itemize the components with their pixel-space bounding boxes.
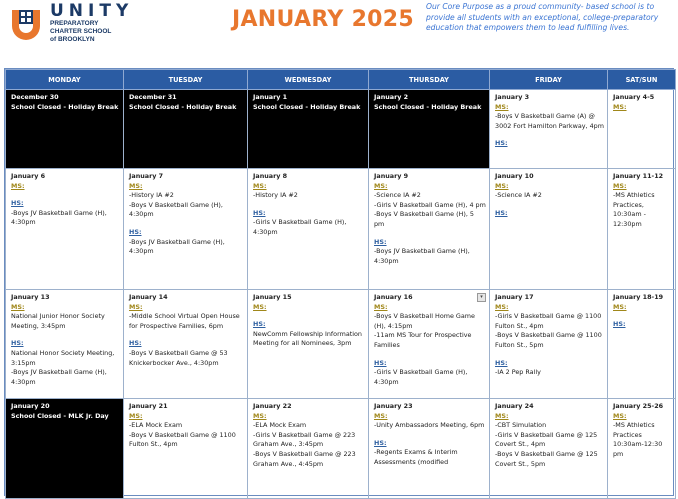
logo-line-2: CHARTER SCHOOL	[50, 28, 112, 35]
hs-label: HS:	[374, 237, 387, 246]
day-date: January 16	[374, 293, 413, 301]
calendar-day-cell	[490, 290, 608, 399]
ms-label: MS:	[129, 181, 143, 190]
day-date: January 24	[495, 402, 534, 410]
ms-label: MS:	[495, 102, 509, 111]
calendar-day-cell	[248, 290, 369, 399]
ms-label: MS:	[253, 411, 267, 420]
calendar-day-cell	[124, 399, 248, 499]
day-date: January 7	[129, 172, 164, 180]
hs-label: HS:	[374, 438, 387, 447]
calendar-day-cell	[608, 399, 676, 499]
hs-event: -Boys JV Basketball Game (H), 4:30pm	[129, 237, 225, 256]
hs-label: HS:	[11, 339, 24, 348]
hs-event: -Boys JV Basketball Game (H), 4:30pm	[11, 208, 107, 227]
day-date: January 3	[495, 93, 530, 101]
hs-event: National Honor Society Meeting, 3:15pm	[11, 348, 115, 367]
calendar-day-cell	[248, 399, 369, 499]
ms-label: MS:	[11, 302, 25, 311]
day-date: January 11-12	[613, 172, 664, 180]
hs-event: -Girls V Basketball Game (H), 4:30pm	[253, 218, 347, 236]
day-header-weekend: SAT/SUN	[608, 70, 676, 90]
hs-label: HS:	[495, 208, 508, 217]
hs-event: -Girls V Basketball Game (H), 4:30pm	[374, 368, 468, 386]
calendar-body	[6, 90, 676, 499]
calendar-day-cell	[369, 290, 490, 399]
ms-event: -Boys V Basketball Game @ 1100 Fulton St., 5pm	[495, 331, 602, 349]
hs-label: HS:	[129, 227, 142, 236]
day-date: January 20	[11, 402, 50, 410]
day-date: January 13	[11, 293, 50, 301]
school-closed-note: School Closed - MLK Jr. Day	[11, 411, 109, 420]
hs-label: HS:	[495, 358, 508, 367]
calendar-day-cell	[124, 169, 248, 290]
ms-label: MS:	[374, 181, 388, 190]
calendar-week-row	[6, 290, 676, 399]
school-logo-text	[50, 2, 133, 44]
ms-label: MS:	[374, 302, 388, 311]
ms-event: -History IA #2	[253, 191, 298, 200]
calendar-day-cell	[608, 90, 676, 169]
calendar-day-cell	[369, 169, 490, 290]
day-date: January 14	[129, 293, 168, 301]
school-closed-note: School Closed - Holiday Break	[374, 102, 482, 111]
dropdown-arrow-icon: ▾	[477, 293, 486, 302]
ms-event: -History IA #2	[129, 191, 174, 200]
ms-event: -Girls V Basketball Game @ 223 Graham Ave., 3:45pm	[253, 430, 356, 449]
page-title: JANUARY 2025	[232, 7, 414, 32]
calendar-week-row	[6, 90, 676, 169]
ms-event: -Boys V Basketball Game (H), 4:30pm	[129, 200, 223, 219]
day-date: January 9	[374, 172, 409, 180]
calendar-day-cell	[490, 90, 608, 169]
header	[0, 0, 678, 66]
ms-event: -Girls V Basketball Game @ 125 Covert St., 4pm	[495, 430, 598, 449]
day-date: January 18-19	[613, 293, 664, 301]
hs-event: -IA 2 Pep Rally	[495, 368, 541, 377]
hs-event: -Boys JV Basketball Game (H), 4:30pm	[374, 247, 470, 265]
ms-label: MS:	[613, 302, 627, 311]
ms-event: -Boys V Basketball Game (H), 5 pm	[374, 210, 474, 228]
school-closed-note: School Closed - Holiday Break	[129, 102, 237, 111]
ms-label: MS:	[129, 302, 143, 311]
ms-event: -ELA Mock Exam	[129, 421, 183, 430]
day-date: January 17	[495, 293, 534, 301]
ms-event: National Junior Honor Society Meeting, 3:45pm	[11, 312, 105, 330]
ms-event: -MS Athletics Practices 10:30am-12:30 pm	[613, 421, 663, 458]
unity-logo-icon	[8, 6, 44, 44]
calendar-day-cell	[124, 290, 248, 399]
calendar-day-cell	[6, 90, 124, 169]
ms-event: -ELA Mock Exam	[253, 421, 307, 430]
ms-label: MS:	[495, 302, 509, 311]
day-date: December 31	[129, 93, 177, 101]
ms-event: -Girls V Basketball Game @ 1100 Fulton St., 4pm	[495, 312, 602, 330]
day-header-thursday: THURSDAY	[369, 70, 490, 90]
ms-event: -Boys V Basketball Game (A) @ 3002 Fort Hamilton Parkway, 4pm	[495, 112, 604, 130]
day-date: January 15	[253, 293, 292, 301]
hs-label: HS:	[613, 320, 626, 329]
day-date: January 22	[253, 402, 292, 410]
ms-label: MS:	[253, 181, 267, 190]
hs-event: -Boys V Basketball Game @ 53 Knickerbocker Ave., 4:30pm	[129, 348, 228, 367]
ms-event: -Science IA #2	[495, 191, 542, 200]
day-header-friday: FRIDAY	[490, 70, 608, 90]
calendar-day-cell	[6, 290, 124, 399]
day-date: January 21	[129, 402, 168, 410]
calendar-day-cell	[369, 399, 490, 499]
day-date: January 4-5	[613, 93, 655, 101]
hs-label: HS:	[495, 139, 508, 148]
hs-event: -Regents Exams & Interim Assessments (modified	[374, 448, 458, 466]
calendar-week-row	[6, 169, 676, 290]
ms-event: -Boys V Basketball Game @ 1100 Fulton St., 4pm	[129, 430, 236, 449]
logo-name: UNITY	[50, 1, 134, 21]
hs-event: -Boys JV Basketball Game (H), 4:30pm	[11, 368, 107, 386]
ms-label: MS:	[495, 181, 509, 190]
ms-label: MS:	[11, 181, 25, 190]
ms-label: MS:	[495, 411, 509, 420]
core-purpose-text: Our Core Purpose as a proud community- based school is to provide all students with an exceptional, college-preparatory education that empowers them to lead fulfilling lives.	[426, 2, 659, 33]
day-date: January 2	[374, 93, 409, 101]
day-date: January 1	[253, 93, 288, 101]
calendar-day-cell	[608, 290, 676, 399]
hs-label: HS:	[253, 208, 266, 217]
calendar-day-cell	[124, 90, 248, 169]
logo-line-3: of BROOKLYN	[50, 36, 95, 43]
hs-label: HS:	[129, 339, 142, 348]
ms-event: -Boys V Basketball Game @ 223 Graham Ave., 4:45pm	[253, 449, 356, 468]
day-date: January 6	[11, 172, 46, 180]
ms-label: MS:	[613, 102, 627, 111]
calendar-table	[5, 69, 676, 499]
ms-label: MS:	[129, 411, 143, 420]
calendar-day-cell	[608, 169, 676, 290]
school-closed-note: School Closed - Holiday Break	[253, 102, 361, 111]
hs-label: HS:	[253, 320, 266, 329]
ms-label: MS:	[253, 302, 267, 311]
day-date: January 25-26	[613, 402, 664, 410]
hs-label: HS:	[374, 358, 387, 367]
ms-event: -Boys V Basketball Game @ 125 Covert St., 5pm	[495, 449, 598, 468]
calendar-day-cell	[248, 90, 369, 169]
ms-label: MS:	[613, 181, 627, 190]
calendar-day-cell	[490, 169, 608, 290]
calendar-day-cell	[248, 169, 369, 290]
ms-label: MS:	[374, 411, 388, 420]
day-header-tuesday: TUESDAY	[124, 70, 248, 90]
day-date: January 23	[374, 402, 413, 410]
ms-event: -Unity Ambassadors Meeting, 6pm	[374, 421, 485, 430]
ms-event: -Middle School Virtual Open House for Prospective Families, 6pm	[129, 312, 240, 330]
ms-event: -11am MS Tour for Prospective Families	[374, 331, 472, 349]
ms-event: -Boys V Basketball Home Game (H), 4:15pm	[374, 312, 475, 330]
ms-event: -Girls V Basketball Game (H), 4 pm	[374, 200, 486, 209]
day-date: January 8	[253, 172, 288, 180]
day-date: January 10	[495, 172, 534, 180]
calendar	[4, 68, 674, 496]
day-header-wednesday: WEDNESDAY	[248, 70, 369, 90]
school-closed-note: School Closed - Holiday Break	[11, 102, 119, 111]
calendar-day-cell	[6, 169, 124, 290]
calendar-week-row	[6, 399, 676, 499]
calendar-day-cell	[6, 399, 124, 499]
ms-event: -CBT Simulation	[495, 421, 547, 430]
ms-event: -MS Athletics Practices, 10:30am - 12:30pm	[613, 191, 655, 228]
day-header-monday: MONDAY	[6, 70, 124, 90]
hs-event: NewComm Fellowship Information Meeting for all Nominees, 3pm	[253, 329, 362, 348]
logo-line-1: PREPARATORY	[50, 20, 99, 27]
calendar-day-cell	[490, 399, 608, 499]
calendar-day-cell	[369, 90, 490, 169]
hs-label: HS:	[11, 199, 24, 208]
day-header-row	[6, 70, 676, 90]
ms-label: MS:	[613, 411, 627, 420]
ms-event: -Science IA #2	[374, 191, 421, 200]
day-date: December 30	[11, 93, 59, 101]
